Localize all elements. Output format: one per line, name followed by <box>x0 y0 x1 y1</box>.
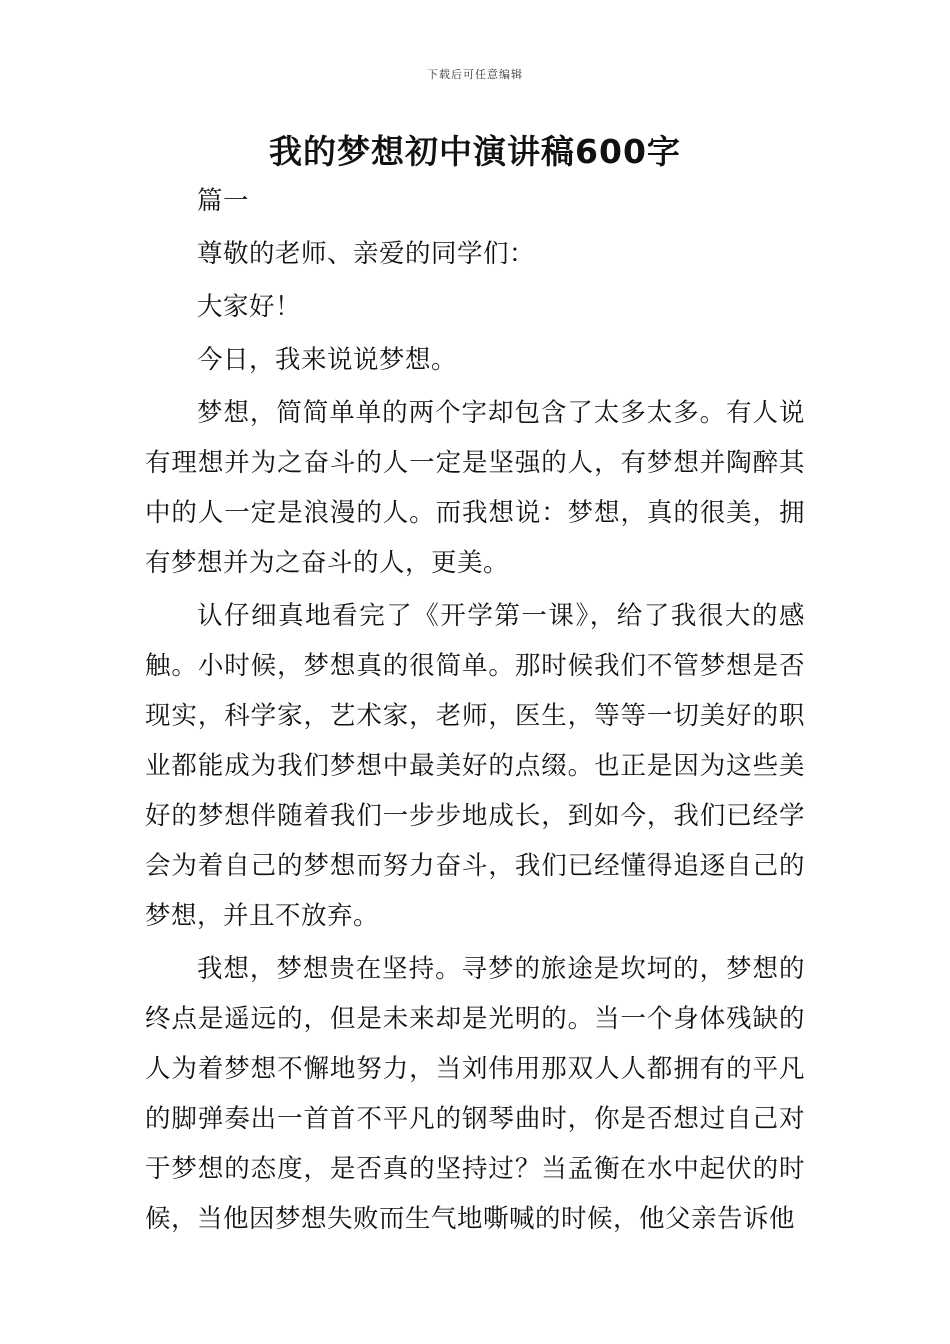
header-note: 下载后可任意编辑 <box>427 68 523 81</box>
body-paragraph: 梦想，简简单单的两个字却包含了太多太多。有人说有理想并为之奋斗的人一定是坚强的人，有梦想并陶醉其中的人一定是浪漫的人。而我想说：梦想，真的很美，拥有梦想并为之奋斗的人，更美。 <box>145 398 805 578</box>
section-label: 篇一 <box>197 186 250 216</box>
document-title: 我的梦想初中演讲稿600字 <box>269 132 681 171</box>
greeting: 大家好！ <box>197 292 302 322</box>
body-paragraph: 认仔细真地看完了《开学第一课》，给了我很大的感触。小时候，梦想真的很简单。那时候我们不管梦想是否现实，科学家，艺术家，老师，医生，等等一切美好的职业都能成为我们梦想中最美好的点缀。也正是因为这些美好的梦想伴随着我们一步步地成长，到如今，我们已经学会为着自己的梦想而努力奋斗，我们已经懂得追逐自己的梦想，并且不放弃。 <box>145 601 805 931</box>
salutation: 尊敬的老师、亲爱的同学们： <box>197 239 536 269</box>
intro-paragraph: 今日，我来说说梦想。 <box>197 345 458 375</box>
document-body <box>145 176 805 1244</box>
body-paragraph: 我想，梦想贵在坚持。寻梦的旅途是坎坷的，梦想的终点是遥远的，但是未来却是光明的。当一个身体残缺的人为着梦想不懈地努力，当刘伟用那双人人都拥有的平凡的脚弹奏出一首首不平凡的钢琴曲时，你是否想过自己对于梦想的态度，是否真的坚持过？当孟衡在水中起伏的时候，当他因梦想失败而生气地嘶喊的时候，他父亲告诉他 <box>145 954 805 1234</box>
